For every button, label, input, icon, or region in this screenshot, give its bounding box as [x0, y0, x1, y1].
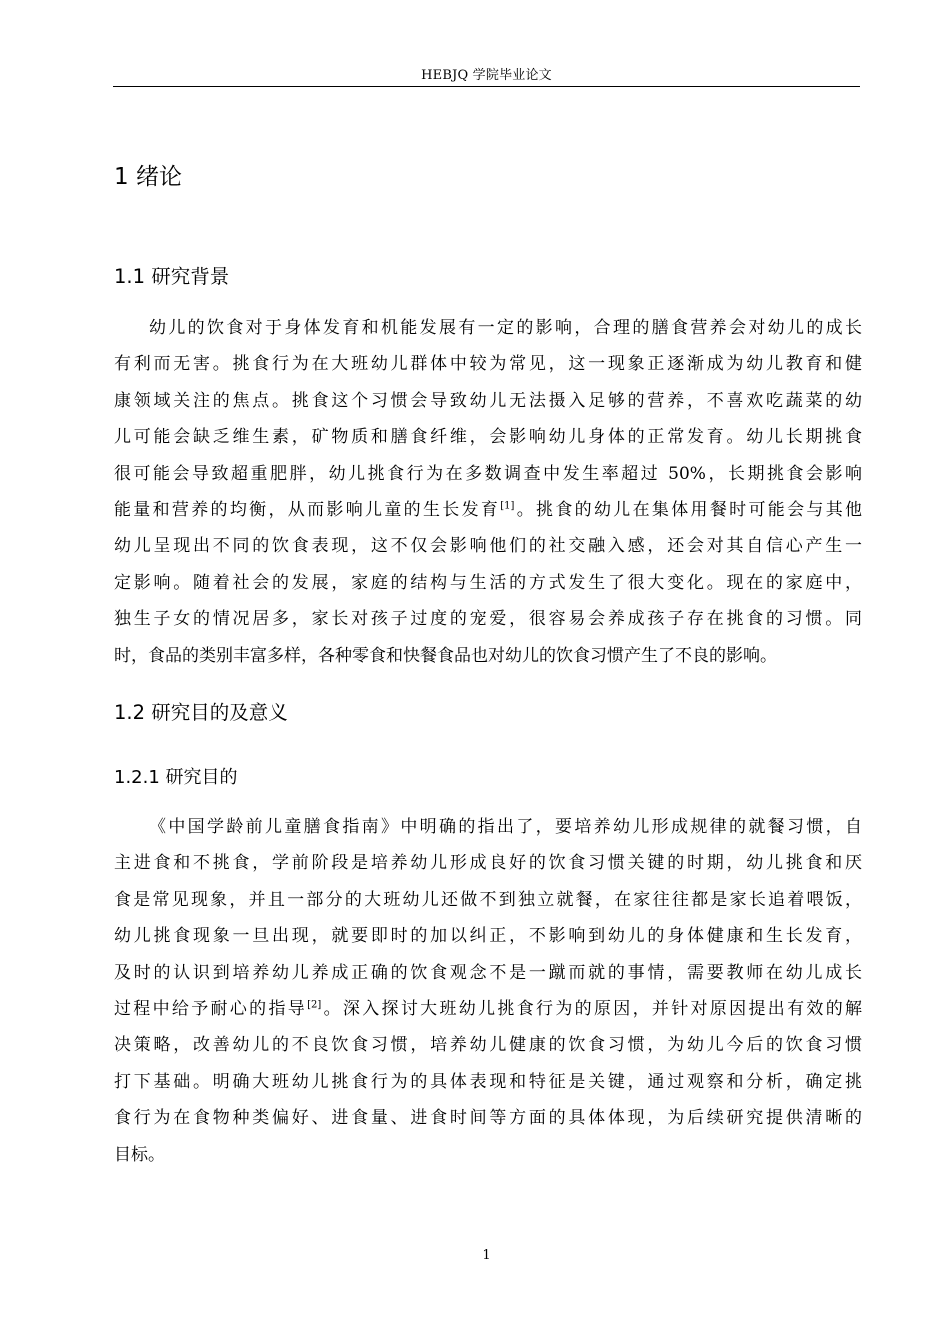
line-text: 。挑食的幼儿在集体用餐时可能会与其他 [514, 499, 863, 520]
paragraph-line: 《中国学龄前儿童膳食指南》中明确的指出了，要培养幼儿形成规律的就餐习惯，自 [149, 817, 862, 837]
line-text: 能量和营养的均衡，从而影响儿童的生长发育 [114, 499, 501, 520]
paragraph-line: 康领域关注的焦点。挑食这个习惯会导致幼儿无法摄入足够的营养，不喜欢吃蔬菜的幼 [114, 390, 862, 411]
line-text: 。深入探讨大班幼儿挑食行为的原因，并针对原因提出有效的解 [321, 998, 863, 1019]
paragraph-line: 幼儿的饮食对于身体发育和机能发展有一定的影响，合理的膳食营养会对幼儿的成长 [149, 318, 862, 338]
running-header: HEBJQ 学院毕业论文 [421, 68, 552, 83]
paragraph-line: 及时的认识到培养幼儿养成正确的饮食观念不是一蹴而就的事情，需要教师在幼儿成长 [114, 962, 862, 983]
paragraph-line: 目标。 [114, 1144, 165, 1165]
paragraph-line: 儿可能会缺乏维生素，矿物质和膳食纤维，会影响幼儿身体的正常发育。幼儿长期挑食 [114, 427, 862, 448]
header-rule [113, 86, 860, 87]
chapter-title: 1 绪论 [114, 164, 182, 190]
paragraph-line: 很可能会导致超重肥胖，幼儿挑食行为在多数调查中发生率超过 50%，长期挑食会影响 [114, 463, 862, 484]
page-number: 1 [482, 1248, 491, 1263]
section-title-1-2: 1.2 研究目的及意义 [114, 701, 288, 724]
citation-marker: [1] [500, 500, 515, 512]
paragraph-research-background [114, 310, 862, 674]
paragraph-line: 幼儿呈现出不同的饮食表现，这不仅会影响他们的社交融入感，还会对其自信心产生一 [114, 536, 862, 557]
paragraph-line: 决策略，改善幼儿的不良饮食习惯，培养幼儿健康的饮食习惯，为幼儿今后的饮食习惯 [114, 1035, 862, 1056]
paragraph-research-purpose [114, 809, 862, 1173]
section-title-1-2-1: 1.2.1 研究目的 [114, 767, 238, 788]
paragraph-line: 有利而无害。挑食行为在大班幼儿群体中较为常见，这一现象正逐渐成为幼儿教育和健 [114, 354, 862, 375]
paragraph-line: 时，食品的类别丰富多样，各种零食和快餐食品也对幼儿的饮食习惯产生了不良的影响。 [114, 645, 777, 666]
paragraph-line: 幼儿挑食现象一旦出现，就要即时的加以纠正，不影响到幼儿的身体健康和生长发育， [114, 926, 862, 947]
paragraph-line: 独生子女的情况居多，家长对孩子过度的宠爱，很容易会养成孩子存在挑食的习惯。同 [114, 609, 862, 630]
citation-marker: [2] [307, 999, 322, 1011]
line-text: 过程中给予耐心的指导 [114, 998, 308, 1019]
paragraph-line [114, 991, 862, 1027]
paragraph-line: 食行为在食物种类偏好、进食量、进食时间等方面的具体体现，为后续研究提供清晰的 [114, 1108, 862, 1129]
paragraph-line: 主进食和不挑食，学前阶段是培养幼儿形成良好的饮食习惯关键的时期，幼儿挑食和厌 [114, 853, 862, 874]
paragraph-line: 打下基础。明确大班幼儿挑食行为的具体表现和特征是关键，通过观察和分析，确定挑 [114, 1071, 862, 1092]
paragraph-line: 定影响。随着社会的发展，家庭的结构与生活的方式发生了很大变化。现在的家庭中， [114, 572, 862, 593]
paragraph-line: 食是常见现象，并且一部分的大班幼儿还做不到独立就餐，在家往往都是家长追着喂饭， [114, 889, 862, 910]
paragraph-line [114, 492, 862, 528]
section-title-1-1: 1.1 研究背景 [114, 265, 230, 288]
